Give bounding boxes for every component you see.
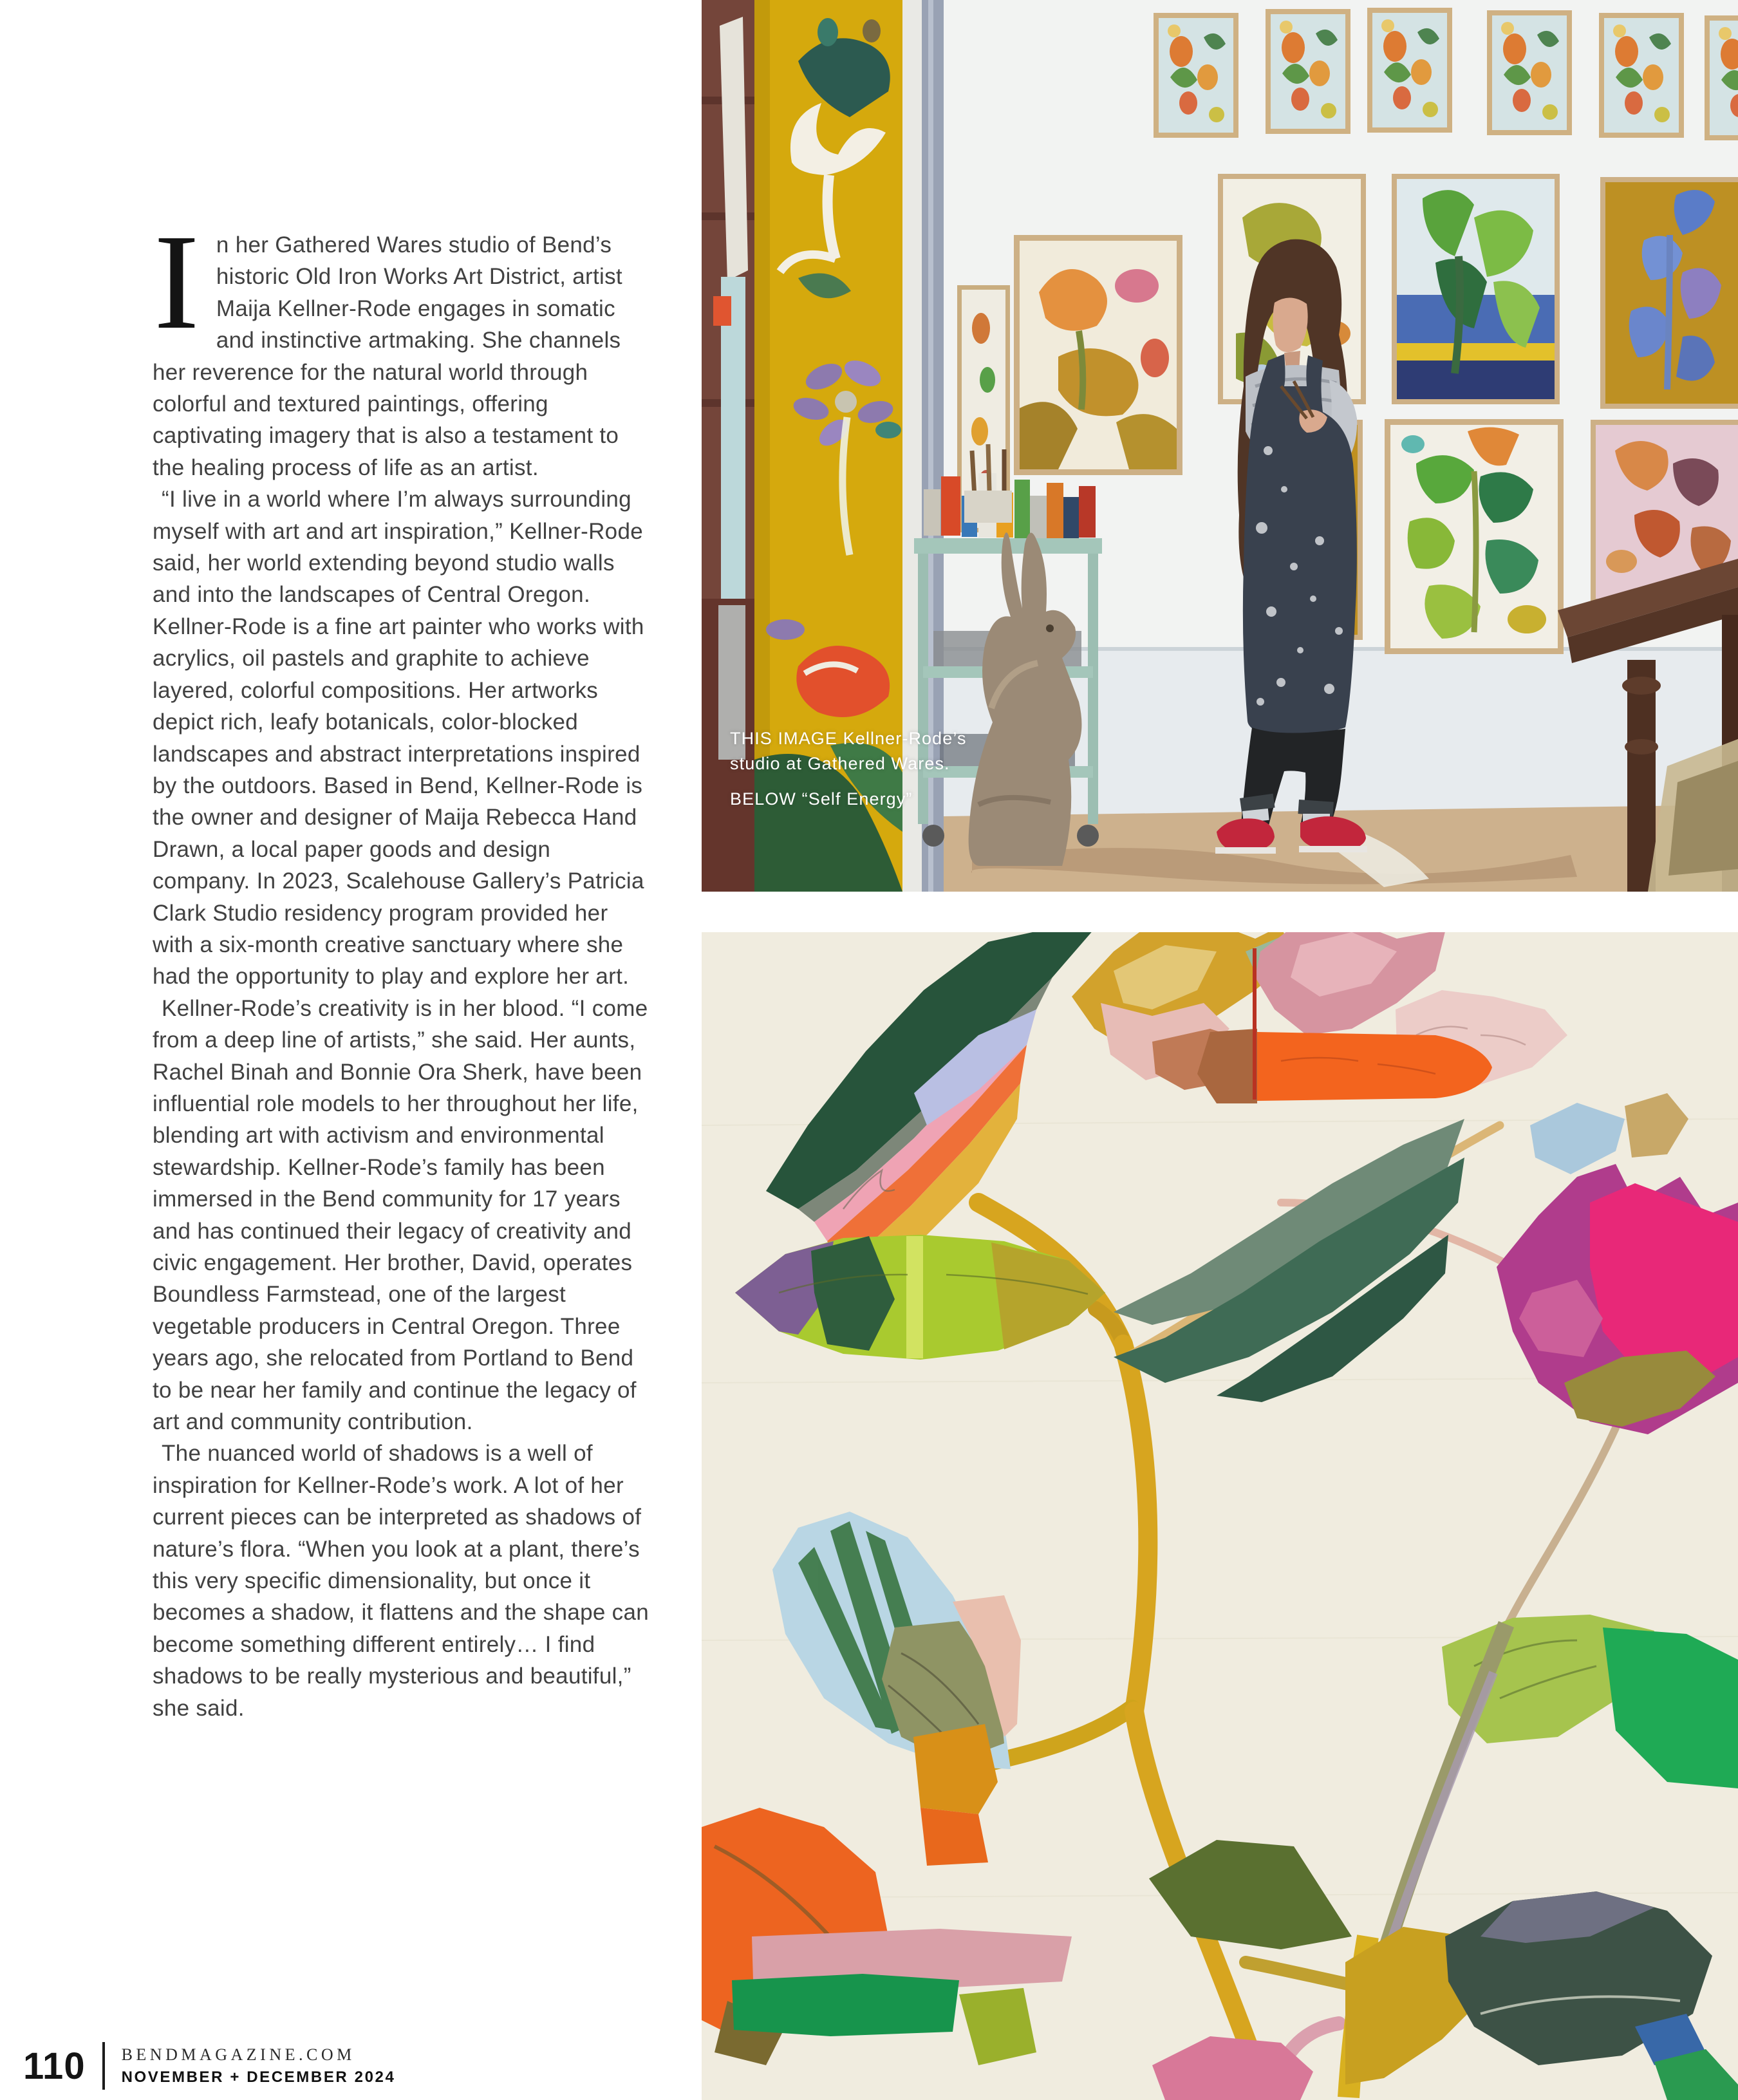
page-number: 110 (23, 2045, 86, 2087)
paragraph-text-3: Kellner-Rode’s creativity is in her blood. “I come from a deep line of artists,” she said. Her aunts, Rachel Binah and Bonnie Ora Sherk, have been influential role models to her throughout her life, blending art with activism and environmental stewardship. Kellner-Rode’s family has been immersed in the Bend community for 17 years and has continued their legacy of creativity and civic engagement. Her brother, David, operates Boundless Farmstead, one of the largest vegetable producers in Central Oregon. Three years ago, she relocated from Portland to Bend to be near her family and continue the legacy of art and community contribution. (153, 995, 648, 1435)
emerald-band (732, 1974, 959, 2036)
article-paragraph-3 (153, 993, 653, 1438)
orange-petal (1257, 1032, 1492, 1101)
article-paragraph-4 (153, 1438, 653, 1724)
framed-painting-gold-floral (1014, 235, 1182, 475)
paragraph-text-1: n her Gathered Wares studio of Bend’s historic Old Iron Works Art District, artist Maija Kellner-Rode engages in somatic and instinctive artmaking. She channels her reverence for the natural world through colorful and textured paintings, offering captivating imagery that is also a testament to the healing process of life as an artist. (153, 232, 622, 480)
footer-website: BENDMAGAZINE.COM (121, 2045, 355, 2064)
caption-below: BELOW “Self Energy” (730, 789, 913, 809)
page-footer (23, 2042, 395, 2090)
studio-photo (702, 0, 1738, 892)
article-text-column (153, 206, 653, 1724)
paragraph-text-4: The nuanced world of shadows is a well of inspiration for Kellner-Rode’s work. A lot of her current pieces can be interpreted as shadows of nature’s flora. “When you look at a plant, there’s this very specific dimensionality, but once it becomes a shadow, it flattens and the shape can become something different entirely… I find shadows to be really mysterious and beautiful,” she said. (153, 1441, 649, 1721)
photo-caption (730, 726, 1007, 812)
paragraph-text-2: “I live in a world where I’m always surrounding myself with art and art inspiration,” Kellner-Rode said, her world extending beyond studio walls and into the landscapes of Central Oregon. Kellner-Rode is a fine art painter who works with acrylics, oil pastels and graphite to achieve layered, colorful compositions. Her artworks depict rich, leafy botanicals, color-blocked landscapes and abstract interpretations inspired by the outdoors. Based in Bend, Kellner-Rode is the owner and designer of Maija Rebecca Hand Drawn, a local paper goods and design company. In 2023, Scalehouse Gallery’s Patricia Clark Studio residency program provided her with a six-month creative sanctuary where she had the opportunity to play and explore her art. (153, 487, 644, 989)
footer-divider (102, 2042, 105, 2090)
caption-this-image: THIS IMAGE Kellner-Rode’s studio at Gathered Wares. (730, 729, 967, 773)
framed-painting-white-botanical (1385, 419, 1564, 654)
framed-painting-blue-on-mustard (1600, 177, 1738, 409)
framed-painting-leaves-on-blue (1392, 174, 1560, 404)
article-paragraph-2 (153, 483, 653, 993)
self-energy-painting (702, 932, 1738, 2100)
self-energy-illustration (702, 932, 1738, 2100)
footer-issue: NOVEMBER + DECEMBER 2024 (121, 2068, 396, 2086)
drop-cap: I (154, 206, 200, 357)
article-paragraph-1 (153, 206, 653, 483)
